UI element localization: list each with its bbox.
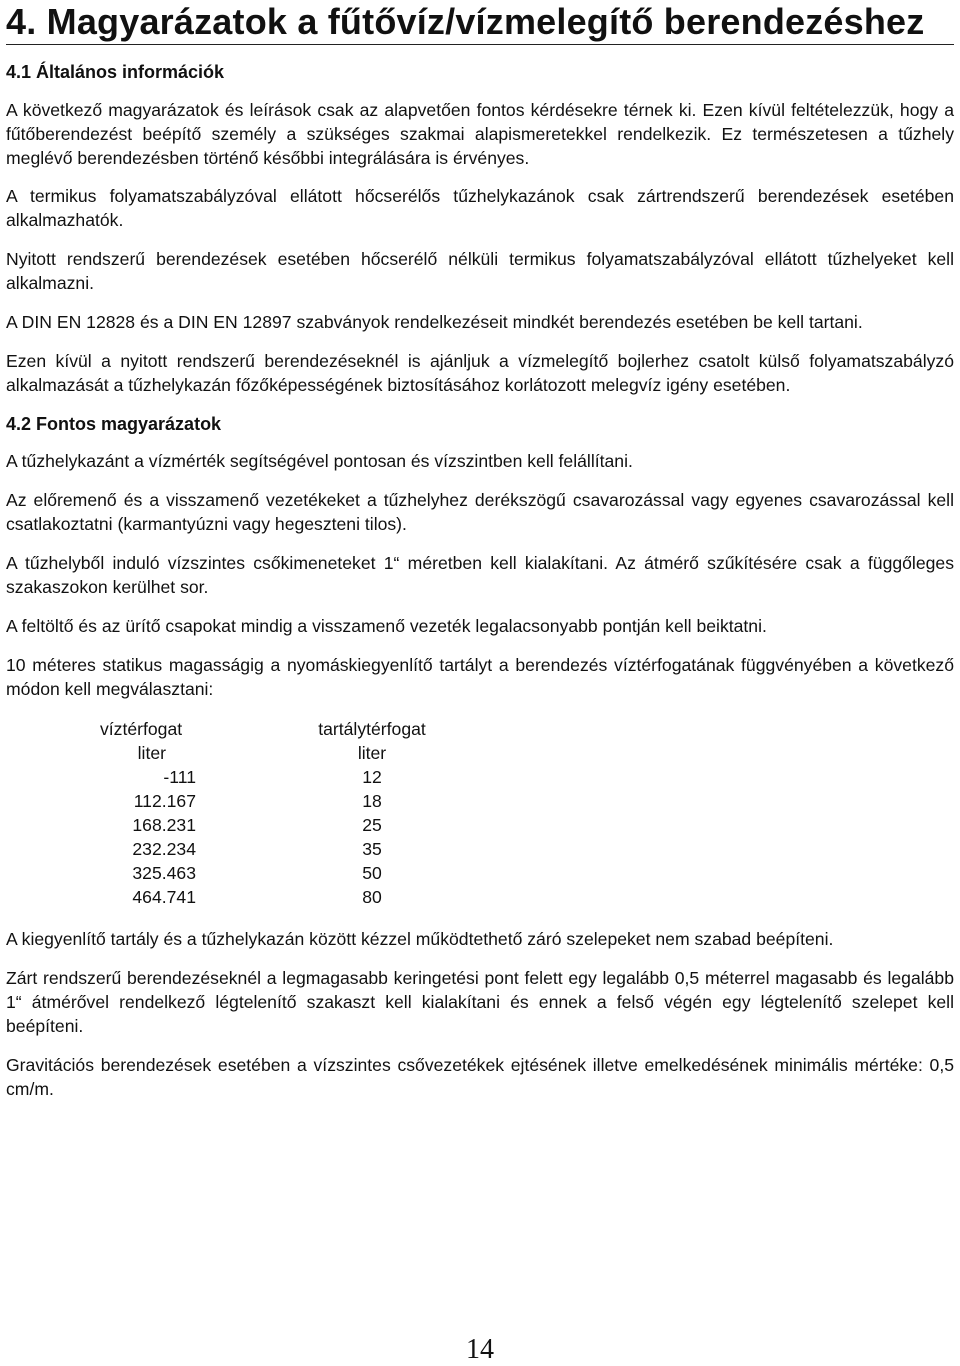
unit-cell: liter bbox=[137, 743, 166, 763]
paragraph: Gravitációs berendezések esetében a vízszintes csővezetékek ejtésének illetve emelkedésének minimális mértéke: 0,5 cm/m. bbox=[6, 1055, 954, 1099]
paragraph: 10 méteres statikus magasságig a nyomáskiegyenlítő tartályt a berendezés víztérfogatának függvényében a következő módon kell megválasztani: bbox=[6, 655, 954, 699]
table-row bbox=[6, 813, 506, 837]
tank-volume-cell: 50 bbox=[362, 863, 382, 883]
table-row bbox=[6, 885, 506, 909]
water-volume-cell: 168.231 bbox=[132, 815, 196, 835]
unit-cell: liter bbox=[357, 743, 387, 763]
page-title: 4. Magyarázatok a fűtővíz/vízmelegítő berendezéshez bbox=[6, 1, 925, 42]
table-unit-row bbox=[6, 741, 506, 765]
column-header-tank-volume: tartálytérfogat bbox=[318, 719, 426, 739]
paragraph: A következő magyarázatok és leírások csak az alapvetően fontos kérdésekre térnek ki. Ezen kívül feltételezzük, hogy a fűtőberendezést beépítő személy a szükséges szakmai alapismeretekkel rendelkezik. Ez természetesen a tűzhely meglévő berendezésben történő későbbi integrálására is érvényes. bbox=[6, 100, 954, 168]
section-heading-general-info: 4.1 Általános információk bbox=[6, 62, 225, 82]
table-row bbox=[6, 789, 506, 813]
tank-volume-cell: 25 bbox=[362, 815, 382, 835]
expansion-tank-table bbox=[6, 717, 954, 911]
paragraph: A DIN EN 12828 és a DIN EN 12897 szabványok rendelkezéseit mindkét berendezés esetében be kell tartani. bbox=[6, 312, 863, 332]
table-row bbox=[6, 765, 506, 789]
paragraph: A tűzhelykazánt a vízmérték segítségével pontosan és vízszintben kell felállítani. bbox=[6, 451, 633, 471]
paragraph: Nyitott rendszerű berendezések esetében hőcserélő nélküli termikus folyamatszabályzóval ellátott tűzhelyeket kell alkalmazni. bbox=[6, 249, 954, 293]
tank-volume-cell: 12 bbox=[362, 767, 382, 787]
paragraph: A kiegyenlítő tartály és a tűzhelykazán között kézzel működtethető záró szelepeket nem szabad beépíteni. bbox=[6, 929, 834, 949]
tank-volume-cell: 35 bbox=[362, 839, 382, 859]
tank-volume-cell: 18 bbox=[362, 791, 382, 811]
paragraph: Zárt rendszerű berendezéseknél a legmagasabb keringetési pont felett egy legalább 0,5 méterrel magasabb és legalább 1“ átmérővel rendelkező légtelenítő szakaszt kell kialakítani és ennek a felső végén egy légtelenítő szelepet kell beépíteni. bbox=[6, 968, 954, 1036]
water-volume-cell: 232.234 bbox=[132, 839, 196, 859]
title-divider bbox=[6, 44, 954, 45]
table-row bbox=[6, 837, 506, 861]
tank-volume-cell: 80 bbox=[362, 887, 382, 907]
paragraph: A termikus folyamatszabályzóval ellátott hőcserélős tűzhelykazánok csak zártrendszerű berendezések esetében alkalmazhatók. bbox=[6, 186, 954, 230]
water-volume-cell: 112.167 bbox=[133, 791, 196, 811]
paragraph: A tűzhelyből induló vízszintes csőkimeneteket 1“ méretben kell kialakítani. Az átmérő szűkítésére csak a függőleges szakaszokon kerülhet sor. bbox=[6, 553, 954, 597]
table-header-row bbox=[6, 717, 506, 741]
water-volume-cell: 325.463 bbox=[132, 863, 196, 883]
table-row bbox=[6, 861, 506, 885]
section-heading-important-notes: 4.2 Fontos magyarázatok bbox=[6, 414, 222, 434]
paragraph: Az előremenő és a visszamenő vezetékeket a tűzhelyhez derékszögű csavarozással vagy egyenes csavarozással kell csatlakoztatni (karmantyúzni vagy hegeszteni tilos). bbox=[6, 490, 954, 534]
paragraph: A feltöltő és az ürítő csapokat mindig a visszamenő vezeték legalacsonyabb pontján kell beiktatni. bbox=[6, 616, 767, 636]
paragraph: Ezen kívül a nyitott rendszerű berendezéseknél is ajánljuk a vízmelegítő bojlerhez csatolt külső folyamatszabályzó alkalmazását a tűzhelykazán főzőképességének biztosításához korlátozott melegvíz igény esetében. bbox=[6, 351, 954, 395]
water-volume-cell: -111 bbox=[163, 767, 196, 787]
document-page bbox=[6, 0, 954, 1101]
page-number: 14 bbox=[466, 1334, 494, 1365]
column-header-water-volume: víztérfogat bbox=[100, 719, 183, 739]
water-volume-cell: 464.741 bbox=[132, 887, 196, 907]
